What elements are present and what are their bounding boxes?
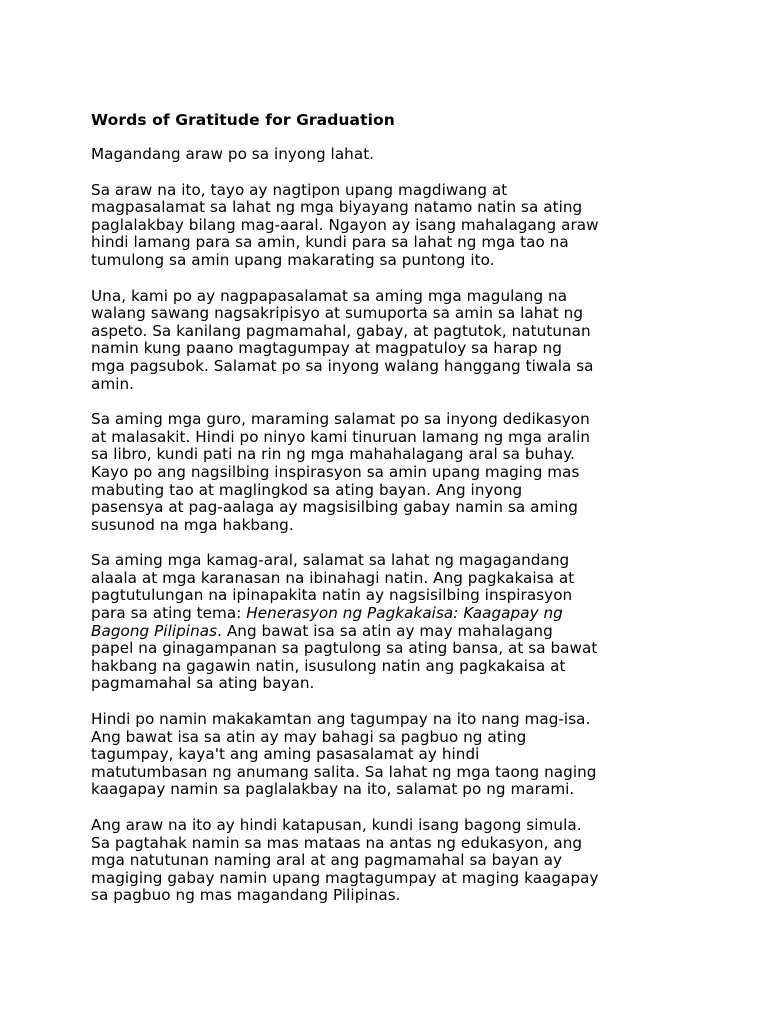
paragraph-classmates (91, 552, 691, 693)
paragraph-line: amin. (91, 374, 135, 393)
paragraph-line: kaagapay namin sa paglalakbay na ito, salamat po ng marami. (91, 780, 575, 799)
paragraph-line: Sa aming mga guro, maraming salamat po sa inyong dedikasyon (91, 410, 590, 429)
paragraph-line: Hindi po namin makakamtan ang tagumpay na ito nang mag-isa. (91, 710, 591, 729)
paragraph-teachers (91, 411, 691, 534)
paragraph-line: tumulong sa amin upang makarating sa puntong ito. (91, 250, 495, 269)
paragraph-line-theme (91, 605, 691, 623)
greeting-paragraph (91, 146, 691, 164)
theme-title-italic: Henerasyon ng Pagkakaisa: Kaagapay ng (246, 604, 563, 623)
paragraph-line: matutumbasan ng anumang salita. Sa lahat ng mga taong naging (91, 762, 597, 781)
paragraph-line: pasensya at pag-aalaga ay magsisilbing gabay namin sa aming (91, 498, 578, 517)
paragraph-intro (91, 182, 691, 270)
paragraph-line: alaala at mga karanasan na ibinahagi natin. Ang pagkakaisa at (91, 568, 575, 587)
paragraph-line: susunod na mga hakbang. (91, 515, 294, 534)
paragraph-line: walang sawang nagsakripisyo at sumuporta sa amin sa lahat ng (91, 304, 584, 323)
paragraph-line: pagmamahal sa ating bayan. (91, 674, 315, 693)
paragraph-collective (91, 711, 691, 799)
paragraph-line: Una, kami po ay nagpapasalamat sa aming mga magulang na (91, 286, 568, 305)
paragraph-line: Sa aming mga kamag-aral, salamat sa lahat ng magagandang (91, 551, 570, 570)
paragraph-line: aspeto. Sa kanilang pagmamahal, gabay, at pagtutok, natutunan (91, 321, 591, 340)
paragraph-line: Sa araw na ito, tayo ay nagtipon upang magdiwang at (91, 180, 508, 199)
theme-title-italic: Bagong Pilipinas (91, 621, 218, 640)
paragraph-line: sa libro, kundi pati na rin ng mga mahahalagang aral sa buhay. (91, 445, 575, 464)
paragraph-line: Kayo po ang nagsilbing inspirasyon sa amin upang maging mas (91, 462, 580, 481)
document-title: Words of Gratitude for Graduation (91, 111, 395, 129)
paragraph-line: pagtutulungan na ipinapakita natin ay nagsisilbing inspirasyon (91, 586, 573, 605)
paragraph-line: Ang bawat isa sa atin ay may bahagi sa pagbuo ng ating (91, 727, 527, 746)
paragraph-line: Magandang araw po sa inyong lahat. (91, 145, 375, 163)
paragraph-line: tagumpay, kaya't ang aming pasasalamat ay hindi (91, 745, 480, 764)
paragraph-line-theme (91, 623, 691, 641)
paragraph-line: namin kung paano magtagumpay at magpatuloy sa harap ng (91, 339, 562, 358)
document-body (91, 110, 691, 923)
paragraph-line: mga pagsubok. Salamat po sa inyong walang hanggang tiwala sa (91, 356, 594, 375)
paragraph-line: sa pagbuo ng mas magandang Pilipinas. (91, 886, 401, 905)
paragraph-parents (91, 288, 691, 394)
text-run: para sa ating tema: (91, 604, 247, 623)
paragraph-line: papel na ginagampanan sa pagtulong sa ating bansa, at sa bawat (91, 639, 598, 658)
paragraph-line: Sa pagtahak namin sa mas mataas na antas ng edukasyon, ang (91, 833, 583, 852)
paragraph-line: hakbang na gagawin natin, isusulong natin ang pagkakaisa at (91, 656, 566, 675)
paragraph-line: magpasalamat sa lahat ng mga biyayang natamo natin sa ating (91, 198, 583, 217)
paragraph-line: mga natutunan naming aral at ang pagmamahal sa bayan ay (91, 851, 563, 870)
text-run: . Ang bawat isa sa atin ay may mahalagang (217, 621, 553, 640)
paragraph-line: magiging gabay namin upang magtagumpay at maging kaagapay (91, 868, 599, 887)
paragraph-line: mabuting tao at maglingkod sa ating bayan. Ang inyong (91, 480, 523, 499)
paragraph-line: Ang araw na ito ay hindi katapusan, kundi isang bagong simula. (91, 816, 582, 834)
paragraph-line: at malasakit. Hindi po ninyo kami tinuruan lamang ng mga aralin (91, 427, 591, 446)
paragraph-closing (91, 817, 691, 905)
paragraph-line: paglalakbay bilang mag-aaral. Ngayon ay isang mahalagang araw (91, 215, 599, 234)
paragraph-line: hindi lamang para sa amin, kundi para sa lahat ng mga tao na (91, 233, 569, 252)
